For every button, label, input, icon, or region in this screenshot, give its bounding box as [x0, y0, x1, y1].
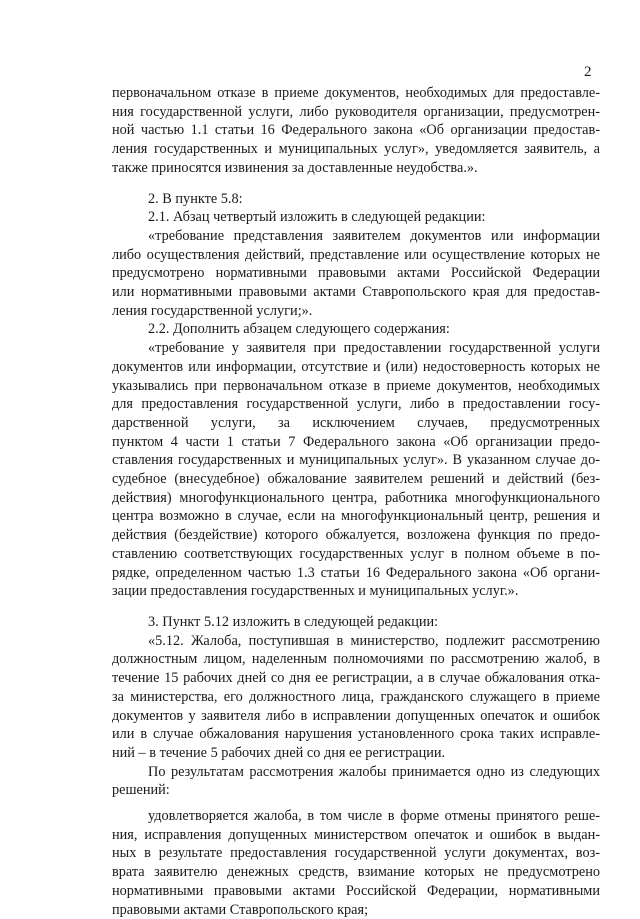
- text-line: ставления государственных и муниципальных услуг». В указанном случае до-: [112, 452, 600, 469]
- text-line: ных в результате предоставления государственной услуги документах, воз-: [112, 845, 600, 862]
- text-line: для предоставления государственной услуги, либо в предоставлении госу-: [112, 396, 600, 413]
- text-line: или нормативными правовыми актами Ставропольского края для предостав-: [112, 284, 600, 301]
- text-line: 2. В пункте 5.8:: [148, 190, 243, 207]
- text-line: течение 15 рабочих дней со дня ее регистрации, а в случае обжалования отка-: [112, 670, 600, 687]
- text-line: ния, исправления допущенных министерством опечаток и ошибок в выдан-: [112, 826, 600, 843]
- text-line: или в случае обжалования нарушения установленного срока таких исправле-: [112, 726, 600, 743]
- page-number: 2: [584, 64, 592, 80]
- text-line: ния государственной услуги, либо руководителя организации, предусмотрен-: [112, 103, 600, 120]
- text-line: указывались при первоначальном отказе в приеме документов, необходимых: [112, 377, 600, 394]
- text-line: должностным лицом, наделенным полномочиями по рассмотрению жалоб, в: [112, 651, 600, 668]
- text-line: также приносятся извинения за доставленные неудобства.».: [112, 159, 478, 176]
- text-line: либо осуществления действий, представление или осуществление которых не: [112, 246, 600, 263]
- text-line: «5.12. Жалоба, поступившая в министерство, подлежит рассмотрению: [148, 632, 600, 649]
- text-line: документов у заявителя либо в исправлении допущенных опечаток и ошибок: [112, 707, 600, 724]
- text-line: удовлетворяется жалоба, в том числе в форме отмены принятого реше-: [148, 808, 600, 825]
- text-line: дарственной услуги, за исключением случаев, предусмотренных: [112, 414, 600, 431]
- text-line: документов или информации, отсутствие и (или) недостоверность которых не: [112, 358, 600, 375]
- text-line: пунктом 4 части 1 статьи 7 Федерального закона «Об организации предо-: [112, 433, 600, 450]
- text-line: правовыми актами Ставропольского края;: [112, 901, 369, 918]
- paragraph-gap: [112, 178, 600, 190]
- text-line: решений:: [112, 782, 170, 799]
- text-line: рядке, определенном частью 1.3 статьи 16 Федерального закона «Об органи-: [112, 564, 600, 581]
- text-line: 2.1. Абзац четвертый изложить в следующей редакции:: [148, 209, 486, 226]
- document-body: [112, 84, 600, 919]
- text-line: зации предоставления государственных и муниципальных услуг.».: [112, 583, 519, 600]
- text-line: врата заявителю денежных средств, взимание которых не предусмотрено: [112, 864, 600, 881]
- text-line: ной частью 1.1 статьи 16 Федерального закона «Об организации предостав-: [112, 122, 600, 139]
- paragraph-gap: [112, 601, 600, 613]
- text-line: нормативными правовыми актами Российской Федерации, нормативными: [112, 882, 600, 899]
- text-line: 2.2. Дополнить абзацем следующего содержания:: [148, 321, 450, 338]
- text-line: «требование представления заявителем документов или информации: [148, 227, 600, 244]
- text-line: ний – в течение 5 рабочих дней со дня ее регистрации.: [112, 744, 446, 761]
- text-line: ления государственных и муниципальных услуг», уведомляется заявитель, а: [112, 141, 600, 158]
- text-line: 3. Пункт 5.12 изложить в следующей редакции:: [148, 613, 439, 630]
- text-line: «требование у заявителя при предоставлении государственной услуги: [148, 340, 600, 357]
- text-line: действия (бездействие) которого обжалуется, возложена функция по предо-: [112, 527, 600, 544]
- text-line: за министерства, его должностного лица, гражданского служащего в приеме: [112, 688, 600, 705]
- text-line: ления государственной услуги;».: [112, 302, 313, 319]
- text-line: ставлению соответствующих государственных услуг в полном объеме в по-: [112, 545, 600, 562]
- paragraph-gap: [112, 800, 600, 807]
- text-line: действия) многофункционального центра, работника многофункционального: [112, 489, 600, 506]
- text-line: первоначальном отказе в приеме документов, необходимых для предоставле-: [112, 85, 600, 101]
- text-line: судебное (внесудебное) обжалование заявителем решений и действий (без-: [112, 471, 600, 488]
- text-line: По результатам рассмотрения жалобы принимается одно из следующих: [148, 763, 600, 780]
- text-line: центра возможно в случае, если на многофункциональный центр, решения и: [112, 508, 600, 525]
- text-line: предусмотрено нормативными правовыми актами Российской Федерации: [112, 265, 600, 282]
